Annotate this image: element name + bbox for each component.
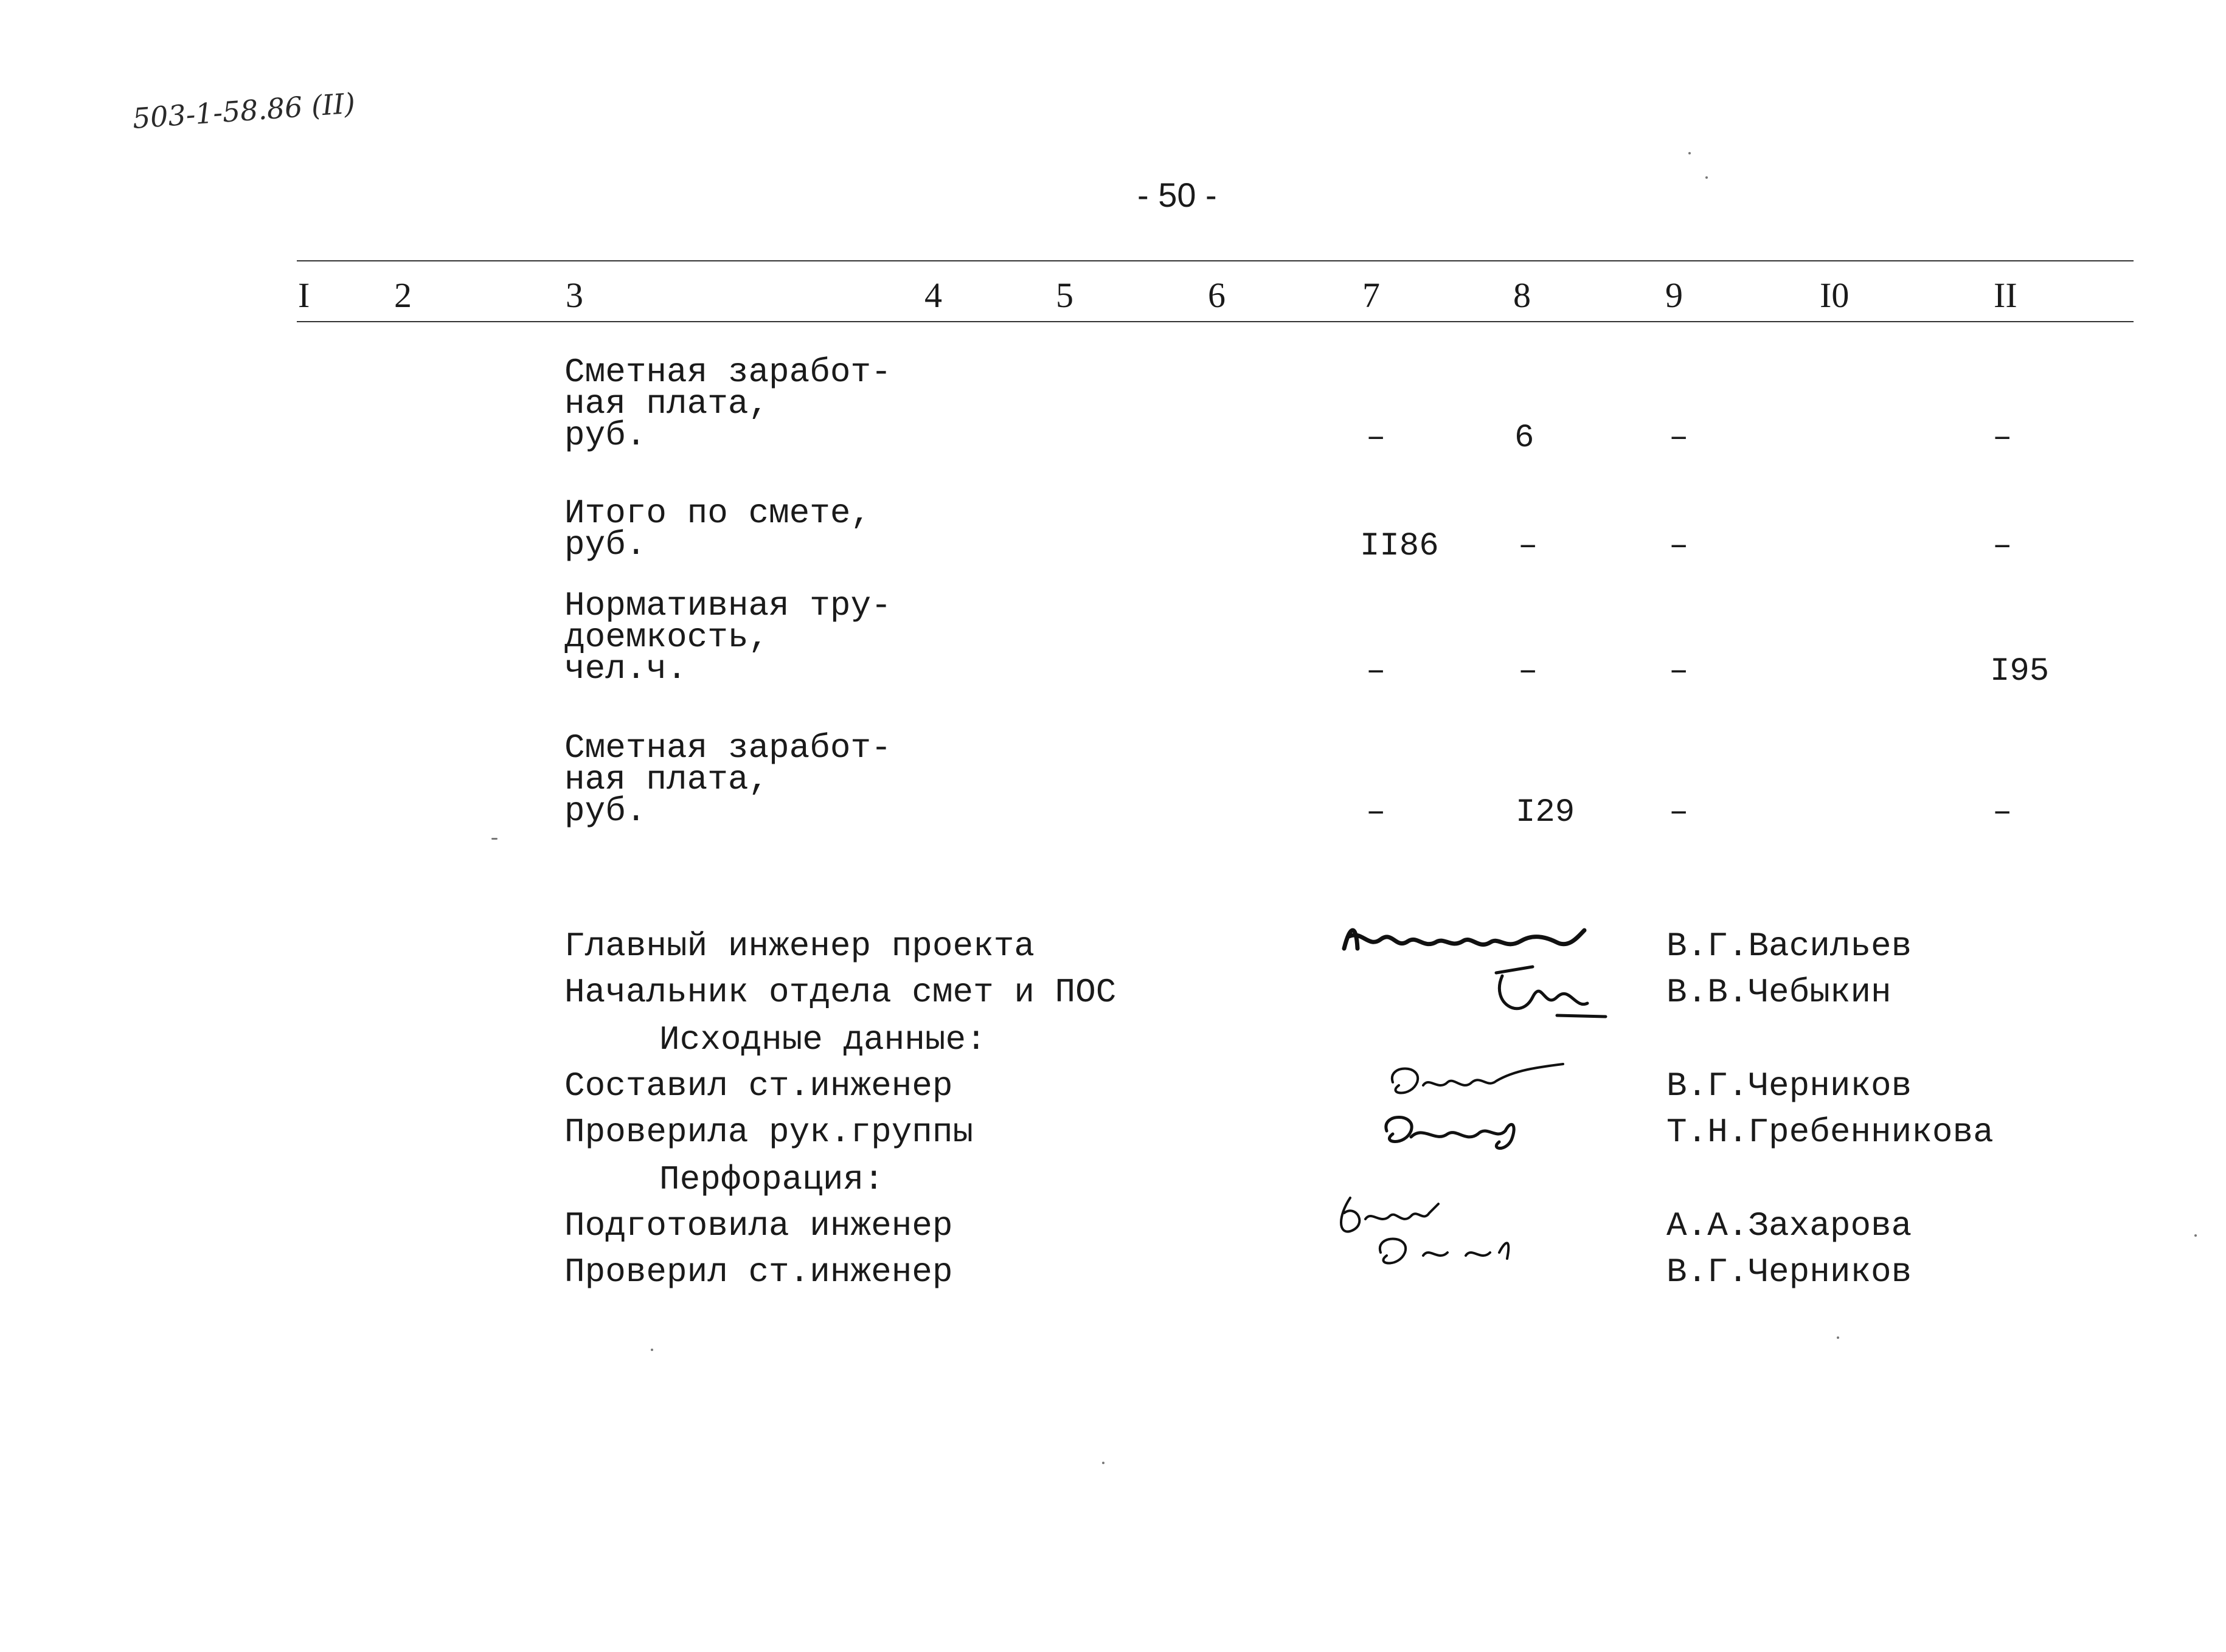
column-header-8: 8: [1513, 275, 1531, 315]
signature-name: В.Г.Васильев: [1666, 927, 1912, 966]
signature-section-heading: Исходные данные:: [659, 1020, 986, 1059]
cell-col8: –: [1518, 528, 1538, 565]
row-label: [564, 586, 892, 688]
scan-speck: [491, 838, 498, 840]
column-header-9: 9: [1665, 275, 1683, 315]
cell-col11: –: [1992, 420, 2013, 457]
column-header-11: II: [1994, 275, 2017, 315]
signature-role: Подготовила инженер: [564, 1206, 953, 1245]
scan-speck: [651, 1349, 653, 1351]
signature-section-heading: Перфорация:: [659, 1160, 884, 1199]
cell-col8: –: [1518, 653, 1538, 690]
handwritten-signature-chebykin: [1484, 961, 1618, 1028]
handwritten-signature-vasiliev: [1338, 912, 1593, 967]
column-header-6: 6: [1208, 275, 1226, 315]
signature-role: Начальник отдела смет и ПОС: [564, 973, 1117, 1012]
handwritten-document-code: 503-1-58.86 (II): [131, 86, 356, 135]
row-label-line: Итого по смете,: [564, 494, 872, 533]
row-label-line: ная плата,: [564, 760, 769, 799]
cell-col9: –: [1669, 794, 1689, 831]
scan-speck: [2194, 1234, 2197, 1237]
row-label-line: доемкость,: [564, 618, 769, 657]
signature-name: В.Г.Черников: [1666, 1253, 1912, 1291]
cell-col9: –: [1669, 420, 1689, 457]
signature-role: Проверила рук.группы: [564, 1113, 974, 1152]
row-label-line: руб.: [564, 525, 647, 564]
page-number: - 50 -: [1137, 176, 1217, 214]
cell-col7: –: [1366, 420, 1386, 457]
row-label-line: Сметная заработ-: [564, 728, 892, 767]
cell-col7: II86: [1360, 528, 1439, 565]
handwritten-signature-grebennikova: [1375, 1107, 1533, 1161]
column-header-10: I0: [1820, 275, 1850, 315]
column-header-4: 4: [924, 275, 942, 315]
row-label-line: Нормативная тру-: [564, 586, 892, 625]
signature-name: А.А.Захарова: [1666, 1206, 1912, 1245]
row-label: [564, 353, 892, 455]
row-label-line: руб.: [564, 792, 647, 831]
column-header-2: 2: [394, 275, 412, 315]
column-header-7: 7: [1362, 275, 1380, 315]
row-label-line: чел.ч.: [564, 649, 687, 688]
cell-col11: –: [1992, 528, 2013, 565]
cell-col11: I95: [1990, 653, 2050, 690]
scan-speck: [1688, 152, 1691, 154]
cell-col8: 6: [1514, 420, 1534, 457]
cell-col9: –: [1669, 653, 1689, 690]
cell-col8: I29: [1516, 794, 1575, 831]
signature-name: В.Г.Черников: [1666, 1066, 1912, 1105]
scan-speck: [1102, 1462, 1104, 1464]
header-bottom-rule: [297, 321, 2134, 322]
row-label-line: Сметная заработ-: [564, 353, 892, 392]
cell-col11: –: [1992, 794, 2013, 831]
cell-col7: –: [1366, 653, 1386, 690]
signature-name: Т.Н.Гребенникова: [1666, 1113, 1994, 1152]
scan-speck: [1705, 176, 1708, 179]
row-label: [564, 728, 892, 831]
row-label-line: ная плата,: [564, 384, 769, 423]
signature-role: Главный инженер проекта: [564, 927, 1035, 966]
signature-role: Составил ст.инженер: [564, 1066, 953, 1105]
handwritten-signature-chernikov: [1381, 1058, 1575, 1107]
scan-speck: [1837, 1336, 1839, 1339]
header-top-rule: [297, 260, 2134, 261]
handwritten-signature-chernikov-2: [1368, 1228, 1527, 1277]
cell-col9: –: [1669, 528, 1689, 565]
column-header-5: 5: [1056, 275, 1073, 315]
row-label: [564, 494, 872, 564]
cell-col7: –: [1366, 794, 1386, 831]
signature-role: Проверил ст.инженер: [564, 1253, 953, 1291]
signature-name: В.В.Чебыкин: [1666, 973, 1891, 1012]
row-label-line: руб.: [564, 416, 647, 455]
column-header-1: I: [298, 275, 310, 315]
column-header-3: 3: [566, 275, 583, 315]
